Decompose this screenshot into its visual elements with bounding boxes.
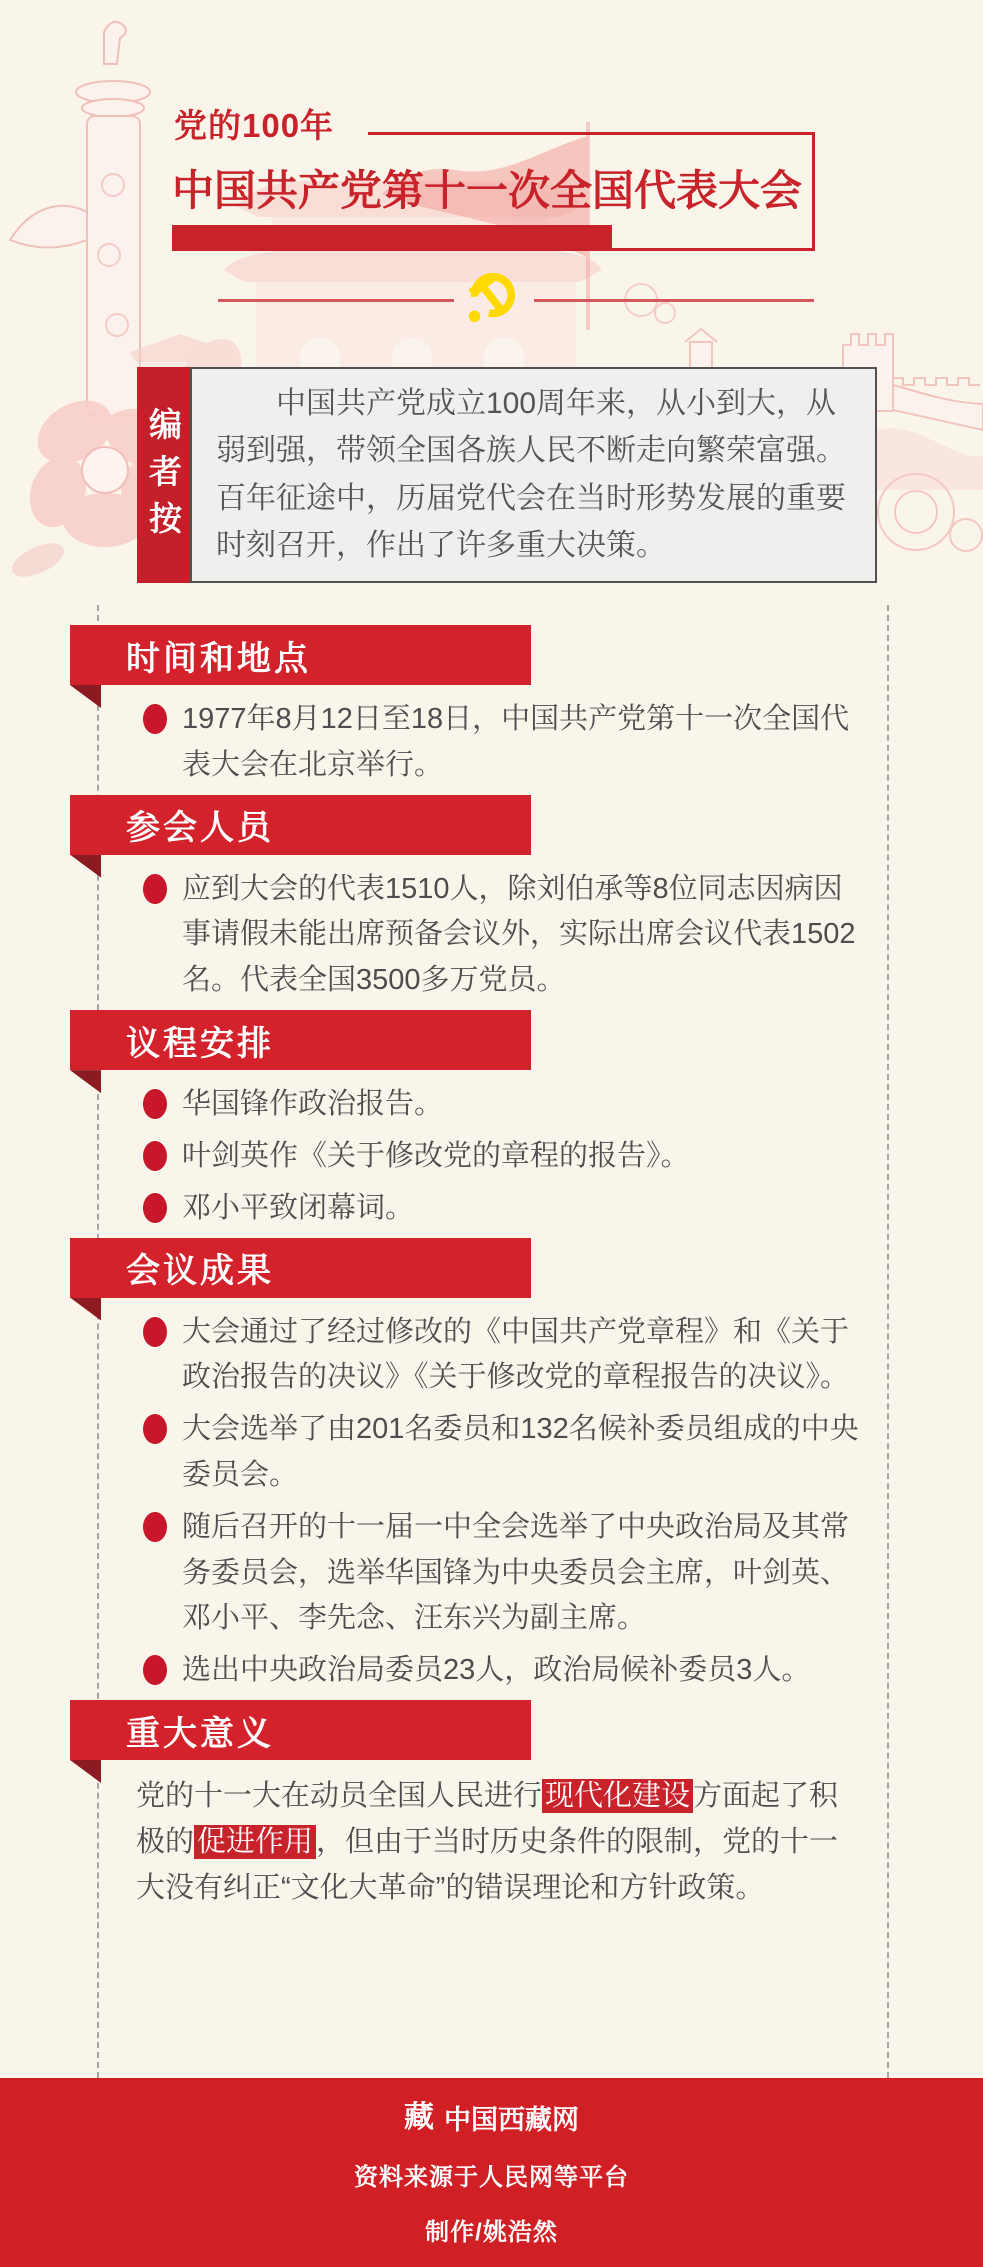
highlighted-term: 现代化建设	[542, 1779, 693, 1813]
hammer-sickle-icon	[461, 268, 519, 326]
significance-paragraph	[136, 1774, 867, 1911]
highlighted-term: 促进作用	[194, 1825, 316, 1859]
bullet-text: 大会选举了由201名委员和132名候补委员组成的中央委员会。	[182, 1413, 859, 1491]
bullet-item	[99, 1186, 869, 1232]
bullet-item	[99, 1082, 869, 1128]
bullet-list	[99, 867, 869, 1004]
section-heading-ribbon	[70, 1700, 531, 1760]
emblem-divider-left	[218, 299, 454, 302]
huabiao-pillar-icon	[10, 22, 150, 416]
section-heading-ribbon	[70, 1238, 531, 1298]
kicker-label: 党的100年	[174, 107, 335, 144]
bullet-item	[99, 1505, 869, 1642]
bullet-item	[99, 1648, 869, 1694]
editor-note-label: 编者按	[145, 407, 182, 549]
footer	[0, 2078, 983, 2267]
auspicious-clouds-icon	[625, 284, 675, 323]
bullet-item	[99, 1310, 869, 1402]
bullet-item	[99, 867, 869, 1004]
bullet-text: 大会通过了经过修改的《中国共产党章程》和《关于政治报告的决议》《关于修改党的章程报告的决议》。	[182, 1315, 850, 1394]
footer-site-name: 中国西藏网	[444, 2105, 579, 2135]
section-attendees	[99, 795, 887, 1004]
section-heading: 议程安排	[126, 1024, 274, 1063]
significance-text-part: 方面起了积极的	[136, 1780, 839, 1858]
significance-text-part: 党的十一大在动员全国人民进行	[136, 1780, 543, 1812]
section-heading: 会议成果	[126, 1252, 274, 1290]
bullet-item	[99, 697, 869, 789]
section-heading-ribbon	[70, 1010, 531, 1070]
china-tibet-net-logo-icon: 藏	[404, 2100, 434, 2134]
bullet-item	[99, 1134, 869, 1180]
bullet-item	[99, 1407, 869, 1499]
section-agenda	[99, 1010, 887, 1231]
editor-note-box	[190, 367, 877, 583]
section-heading: 重大意义	[126, 1714, 274, 1753]
section-heading: 参会人员	[126, 809, 274, 848]
section-significance	[99, 1700, 887, 1911]
title-underline-bar	[172, 225, 612, 251]
footer-site-row	[404, 2098, 579, 2137]
significance-text-part: ，但由于当时历史条件的限制，党的十一大没有纠正“文化大革命”的错误理论和方针政策。	[136, 1825, 839, 1904]
section-heading-ribbon	[70, 795, 531, 855]
bullet-text: 叶剑英作《关于修改党的章程的报告》。	[182, 1139, 690, 1172]
editor-note	[137, 367, 877, 583]
title-box-right-border	[812, 132, 815, 251]
editor-note-text: 中国共产党成立100周年来，从小到大，从弱到强，带领全国各族人民不断走向繁荣富强。百年征途中，历届党代会在当时形势发展的重要时刻召开，作出了许多重大决策。	[216, 387, 846, 563]
bullet-list	[99, 1082, 869, 1231]
bullet-list	[99, 697, 869, 789]
bullet-list	[99, 1310, 869, 1695]
footer-credit: 制作/姚浩然	[425, 2219, 558, 2246]
bullet-text: 随后召开的十一届一中全会选举了中央政治局及其常务委员会，选举华国锋为中央委员会主席，叶剑英、邓小平、李先念、汪东兴为副主席。	[182, 1510, 850, 1635]
content-column	[97, 605, 889, 2078]
footer-source: 资料来源于人民网等平台	[354, 2164, 629, 2191]
page-title: 中国共产党第十一次全国代表大会	[172, 167, 803, 214]
bullet-text: 1977年8月12日至18日，中国共产党第十一次全国代表大会在北京举行。	[182, 703, 850, 781]
section-heading-ribbon	[70, 625, 531, 685]
bullet-text: 华国锋作政治报告。	[182, 1088, 444, 1121]
emblem-divider-right	[534, 299, 814, 302]
section-time	[99, 625, 887, 789]
section-outcomes	[99, 1238, 887, 1695]
bullet-text: 选出中央政治局委员23人，政治局候补委员3人。	[182, 1654, 811, 1687]
section-heading: 时间和地点	[126, 639, 311, 678]
editor-note-ribbon	[137, 367, 190, 583]
bullet-text: 邓小平致闭幕词。	[182, 1191, 415, 1224]
title-box-top-border	[368, 132, 815, 135]
bullet-text: 应到大会的代表1510人，除刘伯承等8位同志因病因事请假未能出席预备会议外，实际出席会议代表1502名。代表全国3500多万党员。	[182, 872, 856, 997]
